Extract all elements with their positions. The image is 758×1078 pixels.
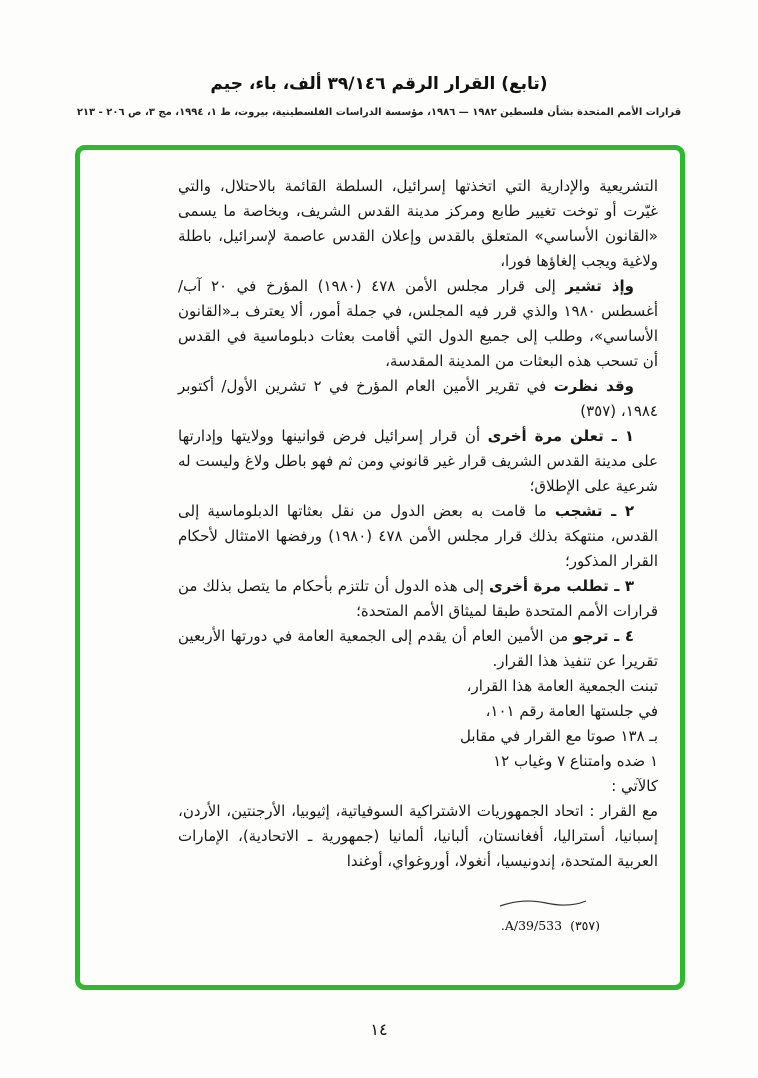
paragraph-text: من الأمين العام أن يقدم إلى الجمعية العامة في دورتها الأربعين تقريرا عن تنفيذ هذا القرار.	[178, 627, 658, 670]
paragraph-lead: ٤ ـ ترجو	[573, 627, 634, 645]
handwritten-mark	[498, 897, 588, 909]
paragraph	[178, 174, 658, 274]
vote-detail-paragraph	[178, 799, 658, 874]
paragraph-text: إلى هذه الدول أن تلتزم بأحكام ما يتصل بذلك من قرارات الأمم المتحدة طبقا لميثاق الأمم المتحدة؛	[178, 577, 658, 620]
paragraph	[178, 424, 658, 499]
footnote-number: (٣٥٧)	[570, 918, 600, 933]
resolution-text-frame	[75, 145, 685, 990]
vote-line: في جلستها العامة رقم ١٠١،	[485, 702, 658, 720]
footnote	[501, 918, 600, 933]
source-citation-line: قرارات الأمم المتحدة بشأن فلسطين ١٩٨٢ — ١٩٨٦، مؤسسة الدراسات الفلسطينية، بيروت، ط ١، ١٩٩٤، مج ٣، ص ٢٠٦ - ٢١٣	[76, 107, 682, 118]
paragraph-lead: ١ ـ تعلن مرة أخرى	[487, 427, 634, 445]
footnote-reference: A/39/533.	[500, 918, 563, 933]
page-title: (تابع) القرار الرقم ٣٩/١٤٦ ألف، باء، جيم	[210, 74, 548, 94]
paragraph-lead: ٣ ـ تطلب مرة أخرى	[489, 577, 635, 595]
paragraph	[178, 374, 658, 424]
resolution-body	[80, 150, 680, 874]
paragraph	[178, 574, 658, 624]
paragraph-text: في تقرير الأمين العام المؤرخ في ٢ تشرين الأول/ أكتوبر ١٩٨٤، (٣٥٧)	[178, 377, 658, 420]
paragraph-text: إلى قرار مجلس الأمن ٤٧٨ (١٩٨٠) المؤرخ في ٢٠ آب/ أغسطس ١٩٨٠ والذي قرر فيه المجلس، في جملة أمور، ألا يعترف بـ«القانون الأساسي»، وطلب إلى جميع الدول التي أقامت بعثات دبلوماسية في القدس أن تسحب هذه البعثات من المدينة المقدسة،	[178, 277, 658, 370]
vote-detail-lead: مع القرار :	[589, 802, 658, 820]
vote-line: ١ ضده وامتناع ٧ وغياب ١٢	[493, 752, 658, 770]
paragraph	[178, 274, 658, 374]
paragraph	[178, 624, 658, 674]
paragraph-lead: وقد نظرت	[553, 377, 634, 395]
paragraph-text: أن قرار إسرائيل فرض قوانينها وولايتها وإدارتها على مدينة القدس الشريف قرار غير قانوني ومن ثم فهو باطل ولاغ وليست له شرعية على الإطلاق؛	[178, 427, 658, 495]
page-number: ١٤	[370, 1020, 388, 1039]
vote-line: كالآتي :	[611, 777, 658, 795]
paragraph-lead: وإذ تشير	[565, 277, 634, 295]
vote-result-block	[178, 674, 658, 799]
paragraph	[178, 499, 658, 574]
vote-detail-text: اتحاد الجمهوريات الاشتراكية السوفياتية، إثيوبيا، الأرجنتين، الأردن، إسبانيا، أستراليا، أفغانستان، ألبانيا، ألمانيا (جمهورية ـ الاتحادية)، الإمارات العربية المتحدة، إندونيسيا، أنغولا، أوروغواي، أوغندا	[178, 802, 658, 870]
paragraph-text: ما قامت به بعض الدول من نقل بعثاتها الدبلوماسية إلى القدس، منتهكة بذلك قرار مجلس الأمن ٤٧٨ (١٩٨٠) ورفضها الامتثال لأحكام القرار المذكور؛	[178, 502, 658, 570]
paragraph-text: التشريعية والإدارية التي اتخذتها إسرائيل، السلطة القائمة بالاحتلال، والتي غيّرت أو توخت تغيير طابع ومركز مدينة القدس الشريف، وبخاصة ما يسمى «القانون الأساسي» المتعلق بالقدس وإعلان القدس عاصمة لإسرائيل، باطلة ولاغية ويجب إلغاؤها فورا،	[178, 177, 658, 270]
paragraph-lead: ٢ ـ تشجب	[554, 502, 634, 520]
vote-line: تبنت الجمعية العامة هذا القرار،	[466, 677, 658, 695]
vote-line: بـ ١٣٨ صوتا مع القرار في مقابل	[459, 727, 658, 745]
